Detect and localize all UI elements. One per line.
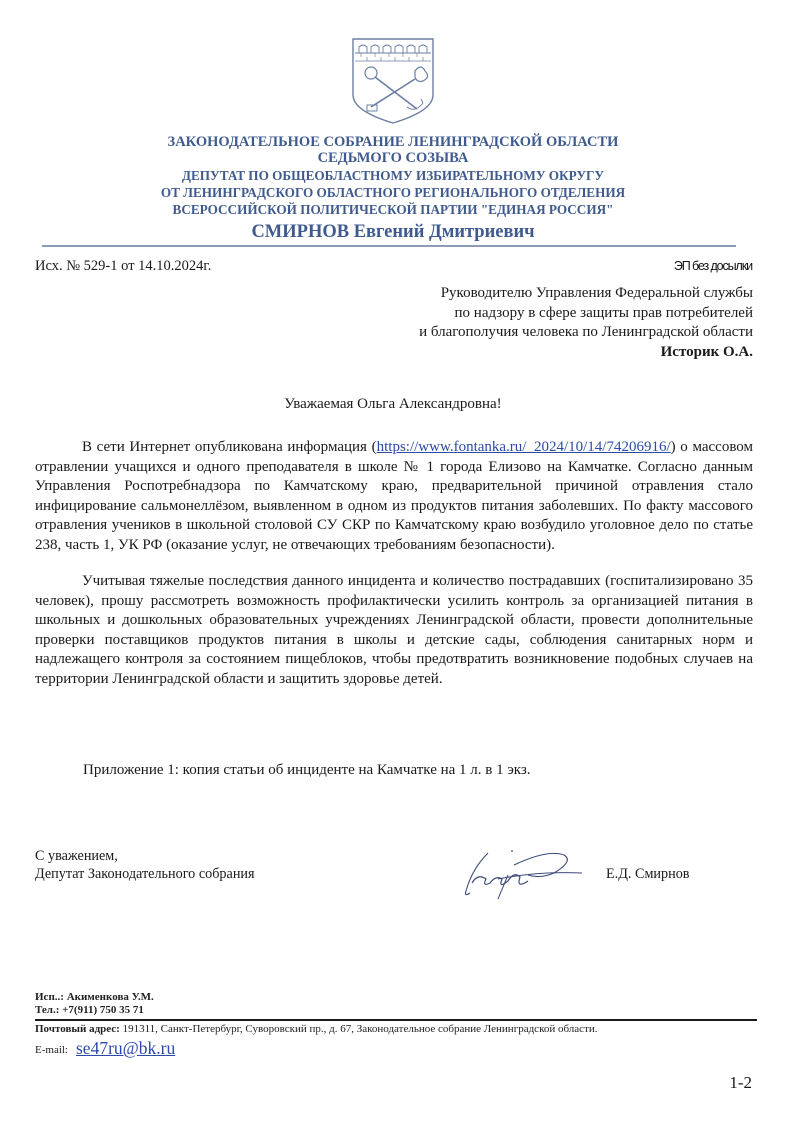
- letterhead-deputy-line: ДЕПУТАТ ПО ОБЩЕОБЛАСТНОМУ ИЗБИРАТЕЛЬНОМУ ОКРУГУ: [181, 168, 605, 183]
- outgoing-number: Исх. № 529-1 от 14.10.2024г.: [35, 258, 212, 274]
- signer-position: Депутат Законодательного собрания: [35, 866, 255, 882]
- attachment-note: Приложение 1: копия статьи об инциденте на Камчатке на 1 л. в 1 экз.: [83, 762, 531, 778]
- letterhead-branch-line: ОТ ЛЕНИНГРАДСКОГО ОБЛАСТНОГО РЕГИОНАЛЬНОГО ОТДЕЛЕНИЯ: [160, 185, 626, 200]
- addressee-line: и благополучия человека по Ленинградской области: [419, 324, 753, 340]
- addressee-line: по надзору в сфере защиты прав потребителей: [454, 304, 753, 321]
- executor: Исп..: Акименкова У.М.: [35, 991, 154, 1003]
- postal-label: Почтовый адрес:: [35, 1023, 120, 1035]
- letterhead-divider: [42, 245, 736, 247]
- addressee-line: Руководителю Управления Федеральной службы: [440, 285, 753, 301]
- handwritten-signature-icon: [458, 845, 588, 900]
- body-paragraph-2: [35, 572, 753, 690]
- footer-divider: [35, 1019, 757, 1021]
- email-link[interactable]: se47ru@bk.ru: [76, 1038, 176, 1058]
- page-number: 1-2: [729, 1073, 752, 1092]
- executor-phone: Тел.: +7(911) 750 35 71: [35, 1004, 144, 1016]
- letterhead-deputy-name: СМИРНОВ Евгений Дмитриевич: [251, 222, 535, 242]
- addressee-name: Историк О.А.: [660, 343, 753, 360]
- letterhead-party-line: ВСЕРОССИЙСКОЙ ПОЛИТИЧЕСКОЙ ПАРТИИ "ЕДИНАЯ РОССИЯ": [172, 202, 614, 217]
- closing-phrase: С уважением,: [35, 848, 118, 864]
- signer-name: Е.Д. Смирнов: [606, 866, 690, 882]
- article-link[interactable]: https://www.fontanka.ru/_2024/10/14/74206916/: [376, 439, 671, 455]
- letterhead-convocation: СЕДЬМОГО СОЗЫВА: [317, 150, 469, 166]
- paragraph-text: ) о массовом отравлении учащихся и одного преподавателя в школе № 1 города Елизово на Камчатке. Согласно данным Управления Роспотребнадзора по Камчатскому краю, предварительной причиной отравления стало инфицирование сальмонеллёзом, выявленном в одном из продуктов питания заболевших. По факту массового отравления учеников в школьной столовой СУ СКР по Камчатскому краю возбудило уголовное дело по статье 238, часть 1, УК РФ (оказание услуг, не отвечающих требованиям безопасности).: [35, 439, 754, 553]
- letterhead-title: ЗАКОНОДАТЕЛЬНОЕ СОБРАНИЕ ЛЕНИНГРАДСКОЙ ОБЛАСТИ: [167, 134, 619, 150]
- greeting: Уважаемая Ольга Александровна!: [284, 396, 502, 412]
- addressee-block: [419, 284, 753, 362]
- postal-address: [35, 1023, 598, 1035]
- body-paragraph-1: [35, 438, 753, 556]
- postal-address-text: 191311, Санкт-Петербург, Суворовский пр., д. 67, Законодательное собрание Ленинградской области.: [119, 1023, 598, 1035]
- coat-of-arms-icon: [349, 35, 437, 125]
- email-label: E-mail:: [35, 1044, 68, 1056]
- paragraph-text: Учитывая тяжелые последствия данного инцидента и количество пострадавших (госпитализировано 35 человек), прошу рассмотреть возможность профилактически усилить контроль за организацией питания в школьных и дошкольных образовательных учреждениях Ленинградской области, провести дополнительные проверки поставщиков продуктов питания в школы и детские сады, соблюдения санитарных норм и надлежащего контроля за состоянием пищеблоков, чтобы предотвратить возникновение подобных случаев на территории Ленинградской области и защитить здоровье детей.: [35, 573, 753, 687]
- paragraph-text: В сети Интернет опубликована информация (: [82, 439, 377, 455]
- delivery-stamp: ЭП без досылки: [673, 259, 752, 273]
